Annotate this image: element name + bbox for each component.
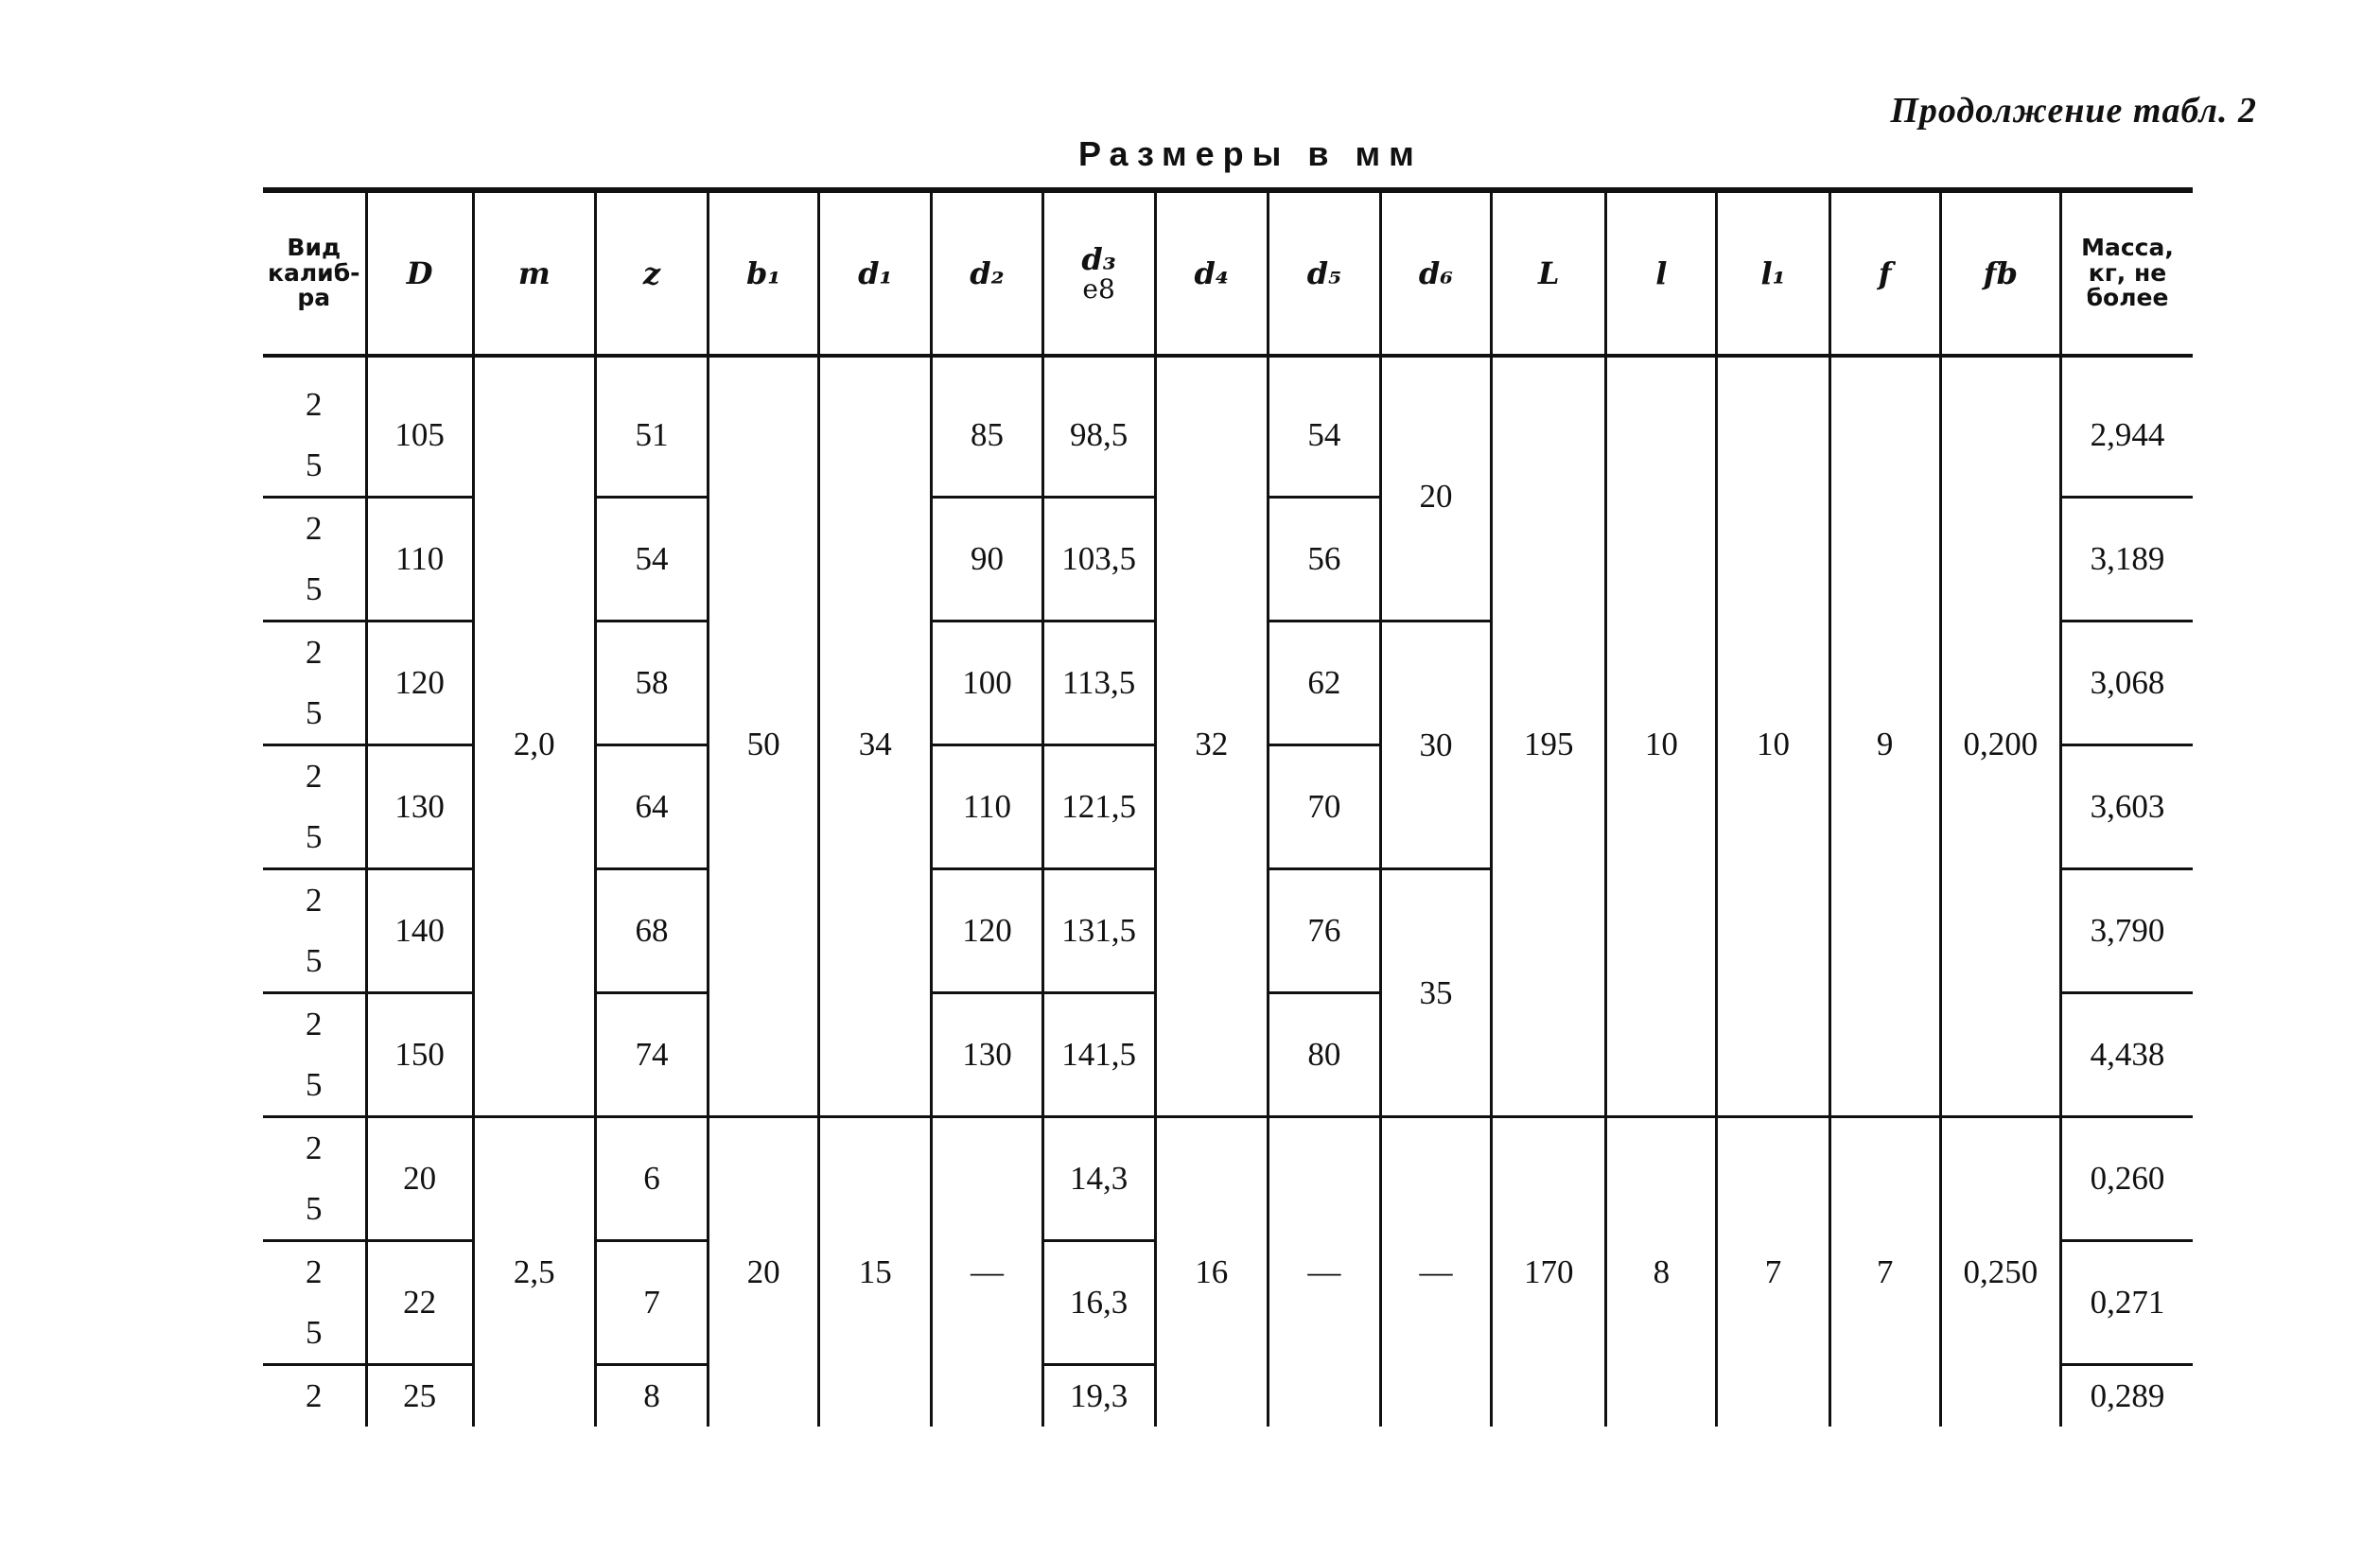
d2-cell: 90 <box>932 497 1042 621</box>
L-cell: 170 <box>1492 1116 1606 1427</box>
z-cell: 51 <box>595 373 708 497</box>
gauge-type-cell: 5 <box>306 694 323 732</box>
gauge-type-cell: 2 <box>263 621 366 683</box>
d3-cell: 141,5 <box>1042 992 1155 1116</box>
mass-cell: 0,260 <box>2060 1116 2193 1240</box>
L-cell: 195 <box>1492 373 1606 1116</box>
m-cell: 2,0 <box>473 373 595 1116</box>
fb-cell: 0,200 <box>1940 373 2060 1116</box>
dimensions-table <box>263 187 2193 1427</box>
header-gauge-type: Вид калиб-ра <box>263 190 366 356</box>
z-cell: 54 <box>595 497 708 621</box>
gauge-type-cell: 5 <box>306 1066 323 1104</box>
z-cell: 74 <box>595 992 708 1116</box>
d1-cell: 15 <box>819 1116 932 1427</box>
b1-cell: 50 <box>709 373 819 1116</box>
d5-cell: 80 <box>1268 992 1380 1116</box>
d5-cell: 62 <box>1268 621 1380 744</box>
m-cell: 2,5 <box>473 1116 595 1427</box>
d4-cell: 32 <box>1155 373 1268 1116</box>
mass-cell: 3,189 <box>2060 497 2193 621</box>
d2-cell: — <box>932 1116 1042 1427</box>
gauge-type-cell: 5 <box>306 1314 323 1352</box>
gauge-type-cell: 2 <box>263 1364 366 1427</box>
z-cell: 64 <box>595 744 708 868</box>
b1-cell: 20 <box>709 1116 819 1427</box>
header-z: z <box>595 190 708 356</box>
l-cell: 8 <box>1606 1116 1717 1427</box>
d2-cell: 120 <box>932 868 1042 992</box>
header-d6: d₆ <box>1380 190 1491 356</box>
z-cell: 6 <box>595 1116 708 1240</box>
D-cell: 25 <box>366 1364 473 1427</box>
gauge-type-cell: 2 <box>263 1116 366 1179</box>
gauge-subrow <box>263 1116 2193 1179</box>
d6-cell: — <box>1380 1116 1491 1427</box>
units-label: Размеры в мм <box>1078 134 1423 173</box>
d3-cell: 121,5 <box>1042 744 1155 868</box>
d5-cell: 56 <box>1268 497 1380 621</box>
mass-cell: 4,438 <box>2060 992 2193 1116</box>
l-cell: 10 <box>1606 373 1717 1116</box>
header-d5: d₅ <box>1268 190 1380 356</box>
z-cell: 8 <box>595 1364 708 1427</box>
mass-cell: 0,271 <box>2060 1240 2193 1364</box>
header-D: D <box>366 190 473 356</box>
mass-cell: 3,068 <box>2060 621 2193 744</box>
D-cell: 140 <box>366 868 473 992</box>
gauge-type-cell: 2 <box>263 868 366 931</box>
continuation-label: Продолжение табл. 2 <box>1890 91 2257 131</box>
f-cell: 7 <box>1829 1116 1940 1427</box>
gap-row <box>263 356 2193 374</box>
table-body <box>263 373 2193 1427</box>
header-mass: Масса, кг, не более <box>2060 190 2193 356</box>
header-d3-tolerance: e8 <box>1082 272 1115 305</box>
header-b1: b₁ <box>709 190 819 356</box>
D-cell: 150 <box>366 992 473 1116</box>
mass-cell: 2,944 <box>2060 373 2193 497</box>
l1-cell: 7 <box>1717 1116 1829 1427</box>
d6-cell: 35 <box>1380 868 1491 1116</box>
gauge-type-cell: 2 <box>263 744 366 807</box>
z-cell: 7 <box>595 1240 708 1364</box>
header-f: f <box>1829 190 1940 356</box>
d3-cell: 19,3 <box>1042 1364 1155 1427</box>
gauge-type-cell: 5 <box>306 942 323 980</box>
header-L: L <box>1492 190 1606 356</box>
z-cell: 58 <box>595 621 708 744</box>
d2-cell: 110 <box>932 744 1042 868</box>
d3-cell: 98,5 <box>1042 373 1155 497</box>
gauge-subrow <box>263 373 2193 435</box>
header-m: m <box>473 190 595 356</box>
header-d2: d₂ <box>932 190 1042 356</box>
l1-cell: 10 <box>1717 373 1829 1116</box>
header-l1: l₁ <box>1717 190 1829 356</box>
header-d1: d₁ <box>819 190 932 356</box>
fb-cell: 0,250 <box>1940 1116 2060 1427</box>
d2-cell: 85 <box>932 373 1042 497</box>
D-cell: 130 <box>366 744 473 868</box>
d4-cell: 16 <box>1155 1116 1268 1427</box>
D-cell: 110 <box>366 497 473 621</box>
d1-cell: 34 <box>819 373 932 1116</box>
d3-cell: 113,5 <box>1042 621 1155 744</box>
z-cell: 68 <box>595 868 708 992</box>
gauge-type-cell: 2 <box>263 1240 366 1303</box>
header-d3-symbol: d₃ <box>1081 240 1116 277</box>
gauge-type-cell: 5 <box>306 447 323 484</box>
mass-cell: 3,790 <box>2060 868 2193 992</box>
d3-cell: 14,3 <box>1042 1116 1155 1240</box>
d2-cell: 100 <box>932 621 1042 744</box>
D-cell: 22 <box>366 1240 473 1364</box>
gauge-type-cell: 2 <box>306 385 323 423</box>
header-fb: fb <box>1940 190 2060 356</box>
d5-cell: — <box>1268 1116 1380 1427</box>
D-cell: 105 <box>366 373 473 497</box>
d3-cell: 131,5 <box>1042 868 1155 992</box>
header-row <box>263 190 2193 356</box>
gauge-type-cell: 5 <box>306 570 323 608</box>
d6-cell: 20 <box>1380 373 1491 621</box>
mass-cell: 3,603 <box>2060 744 2193 868</box>
header-d3 <box>1042 190 1155 356</box>
d5-cell: 70 <box>1268 744 1380 868</box>
f-cell: 9 <box>1829 373 1940 1116</box>
gauge-type-cell: 2 <box>263 497 366 559</box>
d5-cell: 54 <box>1268 373 1380 497</box>
d2-cell: 130 <box>932 992 1042 1116</box>
d3-cell: 103,5 <box>1042 497 1155 621</box>
d3-cell: 16,3 <box>1042 1240 1155 1364</box>
d6-cell: 30 <box>1380 621 1491 868</box>
gauge-type-cell: 2 <box>263 992 366 1055</box>
mass-cell: 0,289 <box>2060 1364 2193 1427</box>
gauge-type-cell: 5 <box>306 818 323 856</box>
d5-cell: 76 <box>1268 868 1380 992</box>
D-cell: 20 <box>366 1116 473 1240</box>
header-l: l <box>1606 190 1717 356</box>
gauge-type-cell: 5 <box>306 1190 323 1228</box>
header-d4: d₄ <box>1155 190 1268 356</box>
D-cell: 120 <box>366 621 473 744</box>
